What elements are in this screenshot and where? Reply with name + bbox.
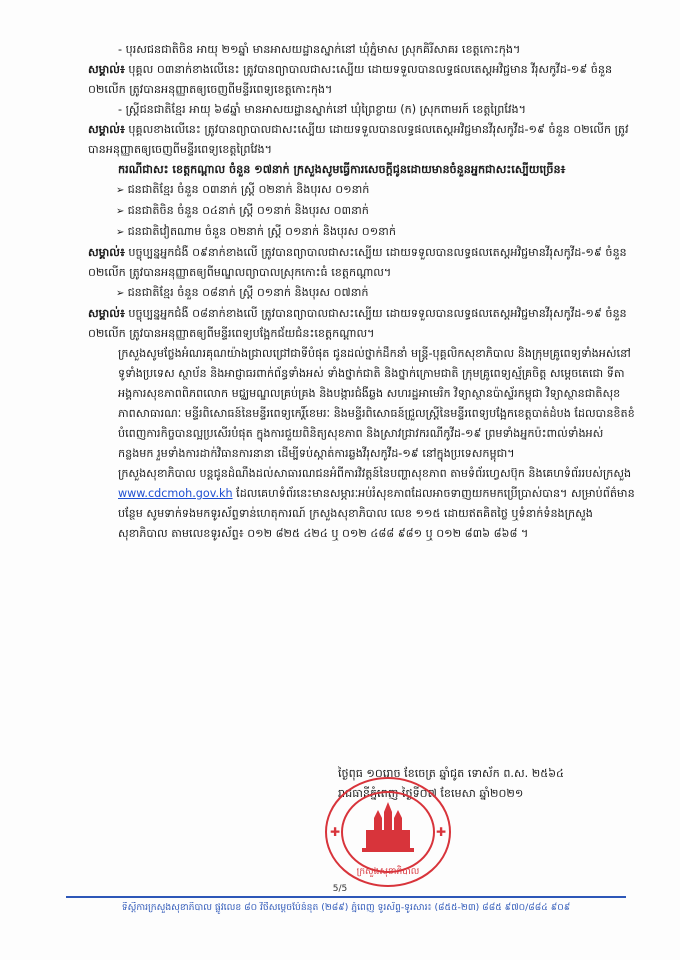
svg-text:✚: ✚ [436, 825, 447, 839]
document-body [88, 40, 636, 544]
note-label: សម្គាល់៖ [88, 307, 125, 320]
ministry-seal [318, 772, 458, 892]
list-item-text: ជនជាតិចិន ចំនួន ០៤នាក់ ស្ត្រី ០១នាក់ និងបុរស ០៣នាក់ [127, 204, 369, 217]
lunar-date: ថ្ងៃពុធ ១០រោច ខែចេត្រ ឆ្នាំជូត ទោស័ក ព.ស. ២៥៦៤ [338, 767, 564, 780]
list-item-text: ជនជាតិខ្មែរ ចំនួន ០៨នាក់ ស្ត្រី ០១នាក់ និងបុរស ០៧នាក់ [127, 286, 369, 299]
list-item-text: ជនជាតិវៀតណាម ចំនួន ០២នាក់ ស្ត្រី ០១នាក់ និងបុរស ០១នាក់ [127, 225, 396, 238]
body-paragraph: ក្រសួងសូមថ្លែងអំណរគុណយ៉ាងជ្រាលជ្រៅជាទីបំផុត ជូនដល់ថ្នាក់ដឹកនាំ មន្ត្រី-បុគ្គលិកសុខាភិបាល និងក្រុមគ្រូពេទ្យទាំងអស់នៅទូទាំងប្រទេស ស្ថាប័ន និងអាជ្ញាធរពាក់ព័ន្ធទាំងអស់ ទាំងថ្នាក់ជាតិ និងថ្នាក់ក្រោមជាតិ ក្រុមគ្រូពេទ្យស្ម័គ្រចិត្ត សម្តេចតេជោ ទីតា អង្គការសុខភាពពិភពលោក មជ្ឈមណ្ឌលគ្រប់គ្រង និងបង្ការជំងឺឆ្លង សហរដ្ឋអាមេរិក វិទ្យាស្ថានប៉ាស្ទ័រកម្ពុជា វិទ្យាស្ថានជាតិសុខភាពសាធារណៈ មន្ទីរពិសោធន៍នៃមន្ទីរពេទ្យកេរ្តិ៍ខេមរៈ និងមន្ទីរពិសោធន៍ជ្រួលស្ត្រីនៃមន្ទីរពេទ្យបង្អែកខេត្តបាត់ដំបង ដែលបានខិតខំបំពេញការកិច្ចបានល្អប្រសើរបំផុត ក្នុងការជួយពិនិត្យសុខភាព និងស្រាវជ្រាវករណីកូវីដ-១៩ ព្រមទាំងអ្នកប៉ះពាល់ទាំងអស់កន្លងមក រួមទាំងការដាក់វិធានការនានា ដើម្បីទប់ស្កាត់ការឆ្លងវីរុសកូវីដ-១៩ នៅក្នុងប្រទេសកម្ពុជា។ [118, 347, 635, 460]
list-item-text: ជនជាតិខ្មែរ ចំនួន ០៣នាក់ ស្ត្រី ០២នាក់ និងបុរស ០១នាក់ [127, 183, 370, 196]
solar-date: រាជធានីភ្នំពេញ ថ្ងៃទី០៧ ខែមេសា ឆ្នាំ២០២១ [338, 787, 524, 800]
note-text: បច្ចុប្បន្នអ្នកជំងឺ ០៨នាក់ខាងលើ ត្រូវបានព្យាបាលជាសះស្បើយ ដោយទទួលបានលទ្ធផលតេស្តអវិជ្ជមានវីរុសកូវីដ-១៩ ចំនួន ០២លើក ត្រូវបានអនុញ្ញាតឲ្យពីមន្ទីរពេទ្យបង្អែកជ័យជំនះខេត្តកណ្ដាល។ [88, 307, 627, 340]
svg-text:ក្រសួងសុខាភិបាល: ក្រសួងសុខាភិបាល [356, 867, 420, 877]
footer-divider [66, 896, 626, 898]
note-text: បច្ចុប្បន្នអ្នកជំងឺ ០៩នាក់ខាងលើ ត្រូវបានព្យាបាលជាសះស្បើយ ដោយទទួលបានលទ្ធផលតេស្តអវិជ្ជមានវីរុសកូវីដ-១៩ ចំនួន ០២លើក ត្រូវបានអនុញ្ញាតឲ្យពីមណ្ឌលព្យាបាលស្រុកកោះធំ ខេត្តកណ្ដាល។ [88, 246, 627, 279]
website-link[interactable]: www.cdcmoh.gov.kh [118, 487, 233, 500]
contact-text-after: ដែលគេហទំព័រនេះមានសម្ភារៈអប់រំសុខភាពដែលអាចទាញយកមកប្រើប្រាស់បាន។ សម្រាប់ព័ត៌មានបន្ថែម សូមទាក់ទងមកទូរស័ព្ទទាន់ហេតុការណ៍ ក្រសួងសុខាភិបាល លេខ ១១៥ ដោយឥតគិតថ្លៃ ឬទំនាក់ទំនងក្រសួងសុខាភិបាល តាមលេខទូរស័ព្ទ៖ ០១២ ៨២៥ ៤២៤ ឬ ០១២ ៤៨៨ ៩៨១ ឬ ០១២ ៨៣៦ ៨៦៨ ។ [118, 487, 635, 540]
note-paragraph [88, 243, 636, 283]
note-text: បុគ្គលខាងលើនេះ ត្រូវបានព្យាបាលជាសះស្បើយ ដោយទទួលបានលទ្ធផលតេស្តអវិជ្ជមានវីរុសកូវីដ-១៩ ចំនួន ០២លើក ត្រូវបានអនុញ្ញាតឲ្យចេញពីមន្ទីរពេទ្យខេត្តព្រៃវែង។ [88, 123, 629, 156]
note-label: សម្គាល់៖ [88, 123, 125, 136]
contact-paragraph [88, 464, 636, 544]
case-description: - ស្ត្រីជនជាតិខ្មែរ អាយុ ៦៨ឆ្នាំ មានអាសយដ្ឋានស្នាក់នៅ ឃុំព្រៃខ្លាយ (ក) ស្រុកពាមរក៍ ខេត្តព្រៃវែង។ [118, 103, 526, 116]
list-item [88, 201, 636, 222]
list-item [88, 180, 636, 201]
case-description: - បុរសជនជាតិចិន អាយុ ២១ឆ្នាំ មានអាសយដ្ឋានស្នាក់នៅ ឃុំភ្នំមាស ស្រុកគិរីសាគរ ខេត្តកោះកុង។ [118, 43, 521, 56]
svg-text:✚: ✚ [330, 825, 341, 839]
footer-address: ទីស្តីការក្រសួងសុខាភិបាល ផ្លូវលេខ ៨០ វិថីសម្ដេចប៉ែនំនុត (២៨៩) ភ្នំពេញ ទូរស័ព្ទ-ទូរសារ៖ (៨៥៥-២៣) ៨៨៥ ៩៧០/៨៨៤ ៩០៩ [121, 902, 571, 913]
note-label: សម្គាល់៖ [88, 63, 125, 76]
section-heading: ករណីជាសះ ខេត្តកណ្ដាល ចំនួន ១៧នាក់ ក្រសួងសូមធ្វើការសេចក្តីជូនដោយមានចំនួនអ្នកជាសះស្បើយច្រើន៖ [118, 163, 566, 176]
note-paragraph [88, 304, 636, 344]
list-item [88, 283, 636, 304]
note-text: បុគ្គល ០៣នាក់ខាងលើនេះ ត្រូវបានព្យាបាលជាសះស្បើយ ដោយទទួលបានលទ្ធផលតេស្តអវិជ្ជមាន វីរុសកូវីដ-១៩ ចំនួន ០២លើក ត្រូវបានអនុញ្ញាតឲ្យចេញពីមន្ទីរពេទ្យខេត្តកោះកុង។ [88, 63, 613, 96]
contact-text-before: ក្រសួងសុខាភិបាល បន្តជូនដំណឹងដល់សាធារណជនអំពីការវិវត្តន៍នៃបញ្ហាសុខភាព តាមទំព័រហ្វេសប៊ុក និងគេហទំព័ររបស់ក្រសួង [118, 467, 632, 480]
note-paragraph [88, 60, 636, 100]
list-item [88, 222, 636, 243]
note-paragraph [88, 120, 636, 160]
page-number: 5/5 [332, 884, 348, 894]
note-label: សម្គាល់៖ [88, 246, 125, 259]
